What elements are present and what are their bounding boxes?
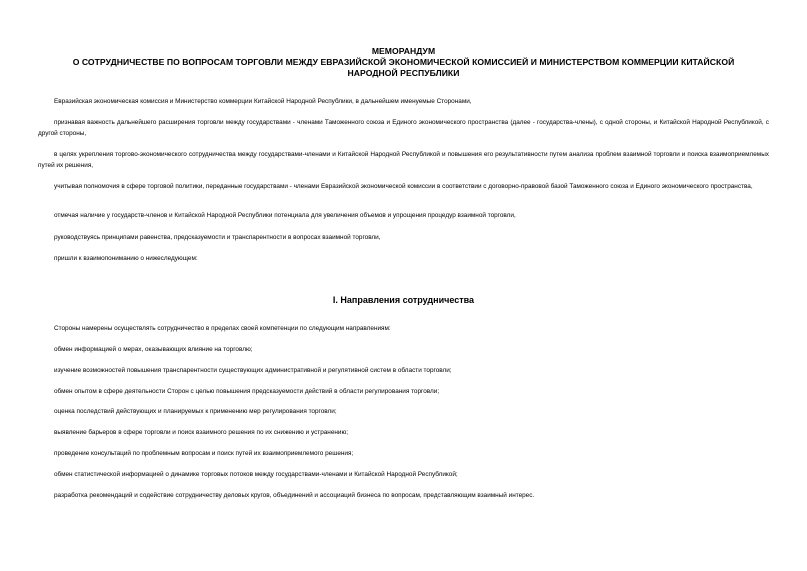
preamble-paragraph: в целях укрепления торгово-экономического сотрудничества между государствами-членами и Китайской Народной Республикой и повышения его результативности путем анализа проблем взаимной торговли и поиска взаимоприемлемых путей их решения, — [38, 151, 769, 169]
list-item: проведение консультаций по проблемным вопросам и поиск путей их взаимоприемлемого решения; — [54, 450, 354, 457]
preamble-paragraph: пришли к взаимопониманию о нижеследующем: — [54, 255, 198, 262]
section-heading: I. Направления сотрудничества — [332, 295, 475, 305]
document-title: МЕМОРАНДУМ — [371, 46, 436, 56]
preamble-paragraph: учитывая полномочия в сфере торговой политики, переданные государствами - членами Евразийской экономической комиссии в соответствии с договорно-правовой базой Таможенного союза и Единого экономического пространства, — [54, 183, 753, 190]
list-item: обмен информацией о мерах, оказывающих влияние на торговлю; — [54, 346, 253, 353]
list-item: разработка рекомендаций и содействие сотрудничеству деловых кругов, объединений и ассоциаций бизнеса по вопросам, представляющим взаимный интерес. — [54, 492, 535, 499]
list-item: оценка последствий действующих и планируемых к применению мер регулирования торговли; — [54, 408, 337, 415]
section-intro: Стороны намерены осуществлять сотрудничество в пределах своей компетенции по следующим направлениям: — [54, 325, 391, 332]
preamble-paragraph: отмечая наличие у государств-членов и Китайской Народной Республики потенциала для увеличения объемов и упрощения процедур взаимной торговли, — [54, 212, 516, 219]
list-item: обмен статистической информацией о динамике торговых потоков между государствами-членами и Китайской Народной Республикой; — [54, 471, 458, 478]
list-item: обмен опытом в сфере деятельности Сторон с целью повышения предсказуемости действий в области регулирования торговли; — [54, 388, 440, 395]
document-subtitle-continuation: НАРОДНОЙ РЕСПУБЛИКИ — [347, 68, 460, 78]
document-subtitle: О СОТРУДНИЧЕСТВЕ ПО ВОПРОСАМ ТОРГОВЛИ МЕЖДУ ЕВРАЗИЙСКОЙ ЭКОНОМИЧЕСКОЙ КОМИССИЕЙ И МИНИСТЕРСТВОМ КОММЕРЦИИ КИТАЙСКОЙ — [72, 57, 735, 67]
preamble-paragraph: признавая важность дальнейшего расширения торговли между государствами - членами Таможенного союза и Единого экономического пространства (далее - государства-члены), с одной стороны, и Китайской Народной Республикой, с другой стороны, — [38, 119, 769, 137]
list-item: выявление барьеров в сфере торговли и поиск взаимного решения по их снижению и устранению; — [54, 429, 349, 436]
preamble-paragraph: Евразийская экономическая комиссия и Министерство коммерции Китайской Народной Республики, в дальнейшем именуемые Сторонами, — [54, 98, 472, 105]
preamble-paragraph: руководствуясь принципами равенства, предсказуемости и транспарентности в вопросах взаимной торговли, — [54, 234, 381, 241]
list-item: изучение возможностей повышения транспарентности существующих административной и регулятивной систем в области торговли; — [54, 367, 452, 374]
